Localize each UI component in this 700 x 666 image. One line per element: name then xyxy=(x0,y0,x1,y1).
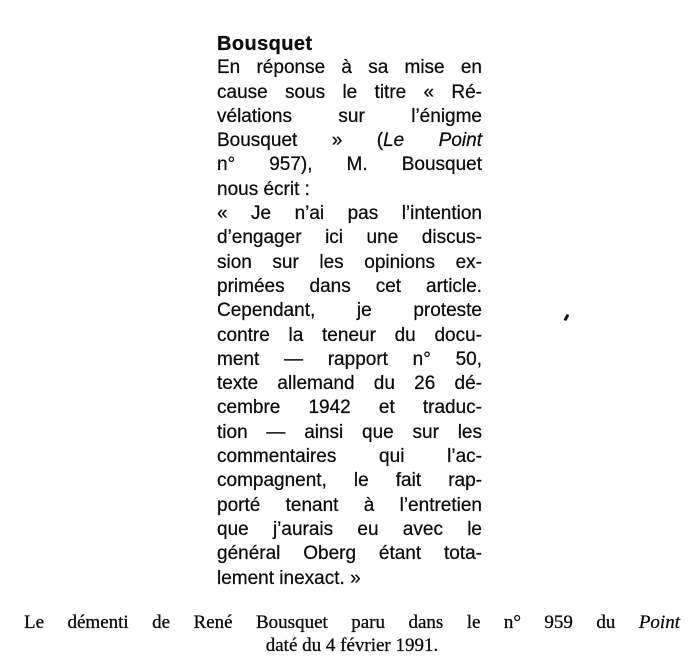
article-title: Bousquet xyxy=(217,33,313,55)
text-segment: nous écrit : xyxy=(217,178,310,200)
text-segment: cembre 1942 et traduc- xyxy=(217,397,482,419)
text-line xyxy=(217,178,482,202)
ink-speck xyxy=(564,314,570,322)
photo-caption xyxy=(24,611,680,657)
text-line xyxy=(217,494,482,518)
text-segment: cause sous le titre « Ré- xyxy=(217,81,482,103)
text-segment: commentaires qui l’ac- xyxy=(217,446,482,468)
text-line xyxy=(217,275,482,299)
text-line xyxy=(217,56,482,80)
text-line xyxy=(217,518,482,542)
text-line xyxy=(217,348,482,372)
text-segment: « Je n’ai pas l’intention xyxy=(217,203,482,225)
text-segment: texte allemand du 26 dé- xyxy=(217,373,482,395)
article-body xyxy=(217,56,482,591)
article-column xyxy=(217,32,482,591)
text-segment: daté du 4 février 1991. xyxy=(265,635,439,656)
text-segment: porté tenant à l’entretien xyxy=(217,494,482,516)
text-line xyxy=(217,445,482,469)
text-line xyxy=(217,226,482,250)
text-segment: Bousquet » ( xyxy=(217,130,384,152)
text-line xyxy=(217,153,482,177)
text-line xyxy=(217,129,482,153)
text-segment: tion — ainsi que sur les xyxy=(217,421,482,443)
text-segment: Cependant, je proteste xyxy=(217,300,482,322)
text-segment: primées dans cet article. xyxy=(217,275,482,297)
text-line xyxy=(217,396,482,420)
text-segment: Le démenti de René Bousquet paru dans le n° 959 du xyxy=(24,612,639,633)
italic-text-segment: Point xyxy=(638,612,680,633)
text-line xyxy=(217,105,482,129)
text-line xyxy=(217,251,482,275)
text-line xyxy=(24,611,680,634)
text-segment: d’engager ici une discus- xyxy=(217,227,482,249)
text-segment: En réponse à sa mise en xyxy=(217,57,482,79)
text-segment: ment — rapport n° 50, xyxy=(217,348,482,370)
text-segment: général Oberg étant tota- xyxy=(217,543,482,565)
text-line xyxy=(217,567,482,591)
text-line xyxy=(217,542,482,566)
text-line xyxy=(217,421,482,445)
text-line xyxy=(217,299,482,323)
text-line xyxy=(217,202,482,226)
text-segment: vélations sur l’énigme xyxy=(217,105,482,127)
text-segment: sion sur les opinions ex- xyxy=(217,251,482,273)
text-line xyxy=(217,324,482,348)
text-line xyxy=(24,634,680,657)
text-line xyxy=(217,469,482,493)
text-segment: compagnent, le fait rap- xyxy=(217,470,482,492)
italic-text-segment: Le Point xyxy=(383,130,482,152)
text-line xyxy=(217,372,482,396)
text-line xyxy=(217,81,482,105)
text-segment: n° 957), M. Bousquet xyxy=(217,154,482,176)
text-segment: lement inexact. » xyxy=(217,567,361,589)
text-segment: contre la teneur du docu- xyxy=(217,324,482,346)
text-segment: que j’aurais eu avec le xyxy=(217,518,482,540)
